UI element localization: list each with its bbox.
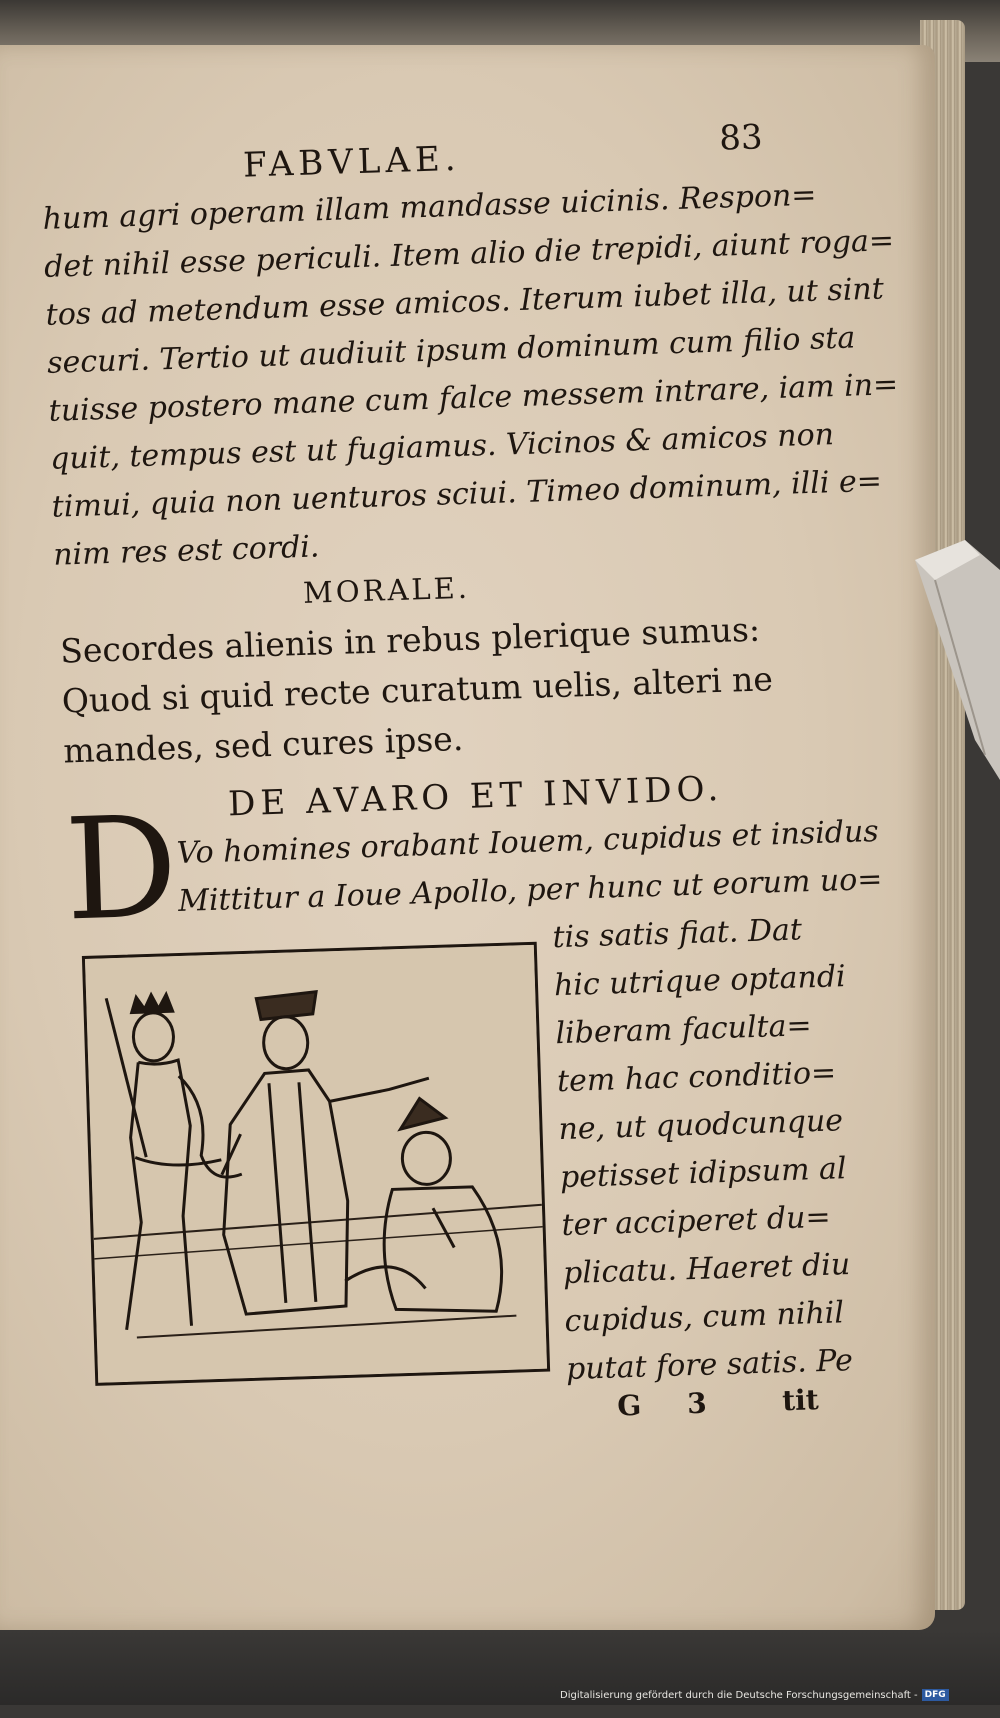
fable-side-line: tem hac conditio= [556, 1055, 837, 1100]
morale-line: Secordes alienis in rebus plerique sumus: [59, 609, 761, 671]
woodcut-illustration [82, 942, 550, 1386]
catchword: tit [781, 1383, 820, 1418]
fable-side-line: petisset idipsum al [559, 1151, 848, 1196]
fable-side-line: putat fore satis. Pe [565, 1343, 854, 1388]
text-line: timui, quia non uenturos sciui. Timeo dominum, illi e= [51, 463, 883, 525]
fable-side-line: cupidus, cum nihil [564, 1295, 845, 1340]
morale-heading: MORALE. [302, 570, 471, 610]
credit-text: Digitalisierung gefördert durch die Deutsche Forschungsgemeinschaft - [560, 1689, 918, 1701]
digitization-credit [560, 1688, 949, 1702]
page-number: 83 [718, 117, 764, 159]
morale-line: mandes, sed cures ipse. [62, 718, 464, 771]
text-line: securi. Tertio ut audiuit ipsum dominum cum filio sta [46, 320, 856, 381]
drop-capital: D [62, 786, 180, 953]
text-line: tuisse postero mane cum falce messem intrare, iam in= [48, 367, 899, 429]
fable-side-line: ne, ut quodcunque [558, 1103, 844, 1148]
text-line: quit, tempus est ut fugiamus. Vicinos & amicos non [49, 417, 835, 477]
fable-side-line: hic utrique optandi [553, 959, 847, 1004]
text-line: nim res est cordi. [52, 529, 320, 573]
fable-side-line: tis satis fiat. Dat [551, 912, 803, 956]
fable-line: Mittitur a Ioue Apollo, per hunc ut eorum uo= [177, 861, 883, 919]
fable-line: Vo homines orabant Iouem, cupidus et insidus [176, 813, 880, 872]
fable-title: DE AVARO ET INVIDO. [227, 768, 724, 825]
fable-side-line: liberam faculta= [554, 1008, 813, 1052]
woodcut-figures [85, 945, 547, 1383]
signature-number: 3 [686, 1386, 708, 1421]
running-title: FABVLAE. [242, 138, 462, 186]
fable-side-line: plicatu. Haeret diu [562, 1247, 851, 1292]
signature-mark: G [616, 1388, 642, 1423]
text-line: tos ad metendum esse amicos. Iterum iubet illa, ut sint [45, 271, 885, 333]
morale-line: Quod si quid recte curatum uelis, alteri ne [61, 659, 774, 721]
text-line: det nihil esse periculi. Item alio die trepidi, aiunt roga= [43, 223, 895, 285]
text-line: hum agri operam illam mandasse uicinis. Respon= [42, 177, 817, 237]
dfg-logo: DFG [922, 1689, 949, 1701]
fable-side-line: ter acciperet du= [561, 1199, 832, 1244]
